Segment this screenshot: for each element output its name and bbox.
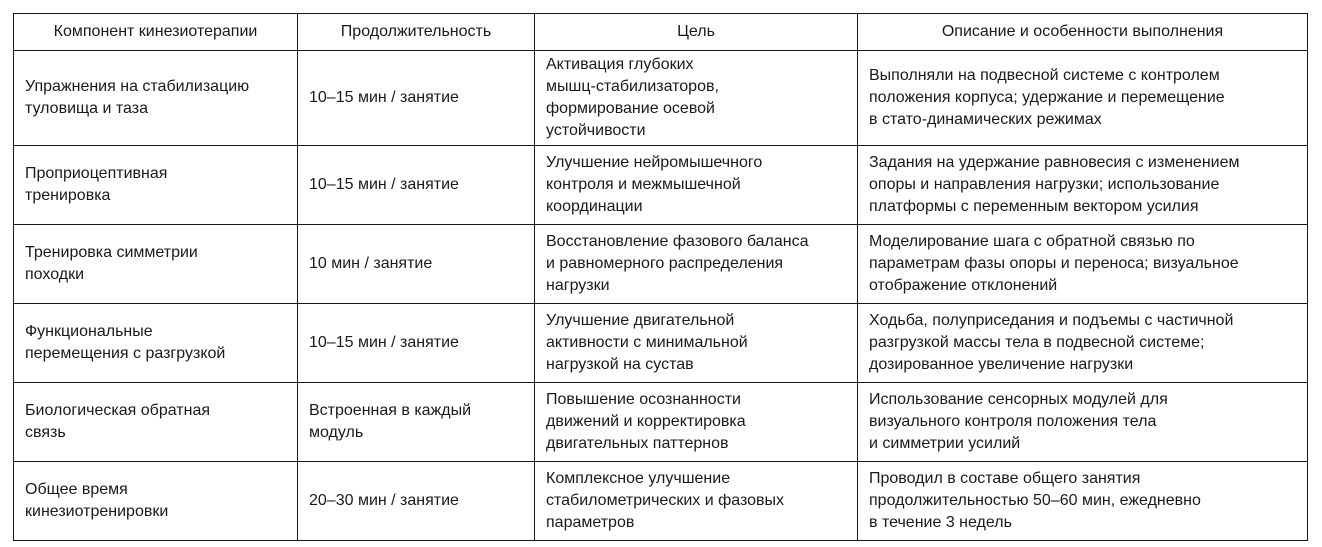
cell-duration [298, 51, 535, 146]
cell-goal-text: Улучшение двигательной активности с минимальной нагрузкой на сустав [546, 312, 748, 373]
cell-duration [298, 304, 535, 383]
cell-duration-text: 10–15 мин / занятие [309, 89, 459, 106]
cell-goal [535, 146, 858, 225]
cell-duration-text: Встроенная в каждый модуль [309, 402, 472, 441]
kinesiotherapy-table-container [13, 13, 1307, 541]
cell-duration-text: 20–30 мин / занятие [309, 492, 459, 509]
cell-duration [298, 462, 535, 541]
cell-component [14, 304, 298, 383]
cell-component [14, 146, 298, 225]
table-row [14, 146, 1308, 225]
kinesiotherapy-table [13, 13, 1308, 541]
cell-component-text: Общее время кинезиотренировки [25, 481, 169, 520]
cell-goal-text: Повышение осознанности движений и корректировка двигательных паттернов [546, 391, 746, 452]
cell-component [14, 51, 298, 146]
cell-component [14, 383, 298, 462]
cell-description [858, 225, 1308, 304]
cell-description-text: Ходьба, полуприседания и подъемы с частичной разгрузкой массы тела в подвесной системе; дозированное увеличение нагрузки [869, 312, 1234, 373]
cell-description [858, 51, 1308, 146]
cell-description [858, 462, 1308, 541]
table-row [14, 225, 1308, 304]
cell-goal-text: Восстановление фазового баланса и равномерного распределения нагрузки [546, 233, 809, 294]
cell-description [858, 146, 1308, 225]
cell-goal [535, 383, 858, 462]
cell-duration [298, 225, 535, 304]
cell-component-text: Тренировка симметрии походки [25, 244, 198, 283]
cell-duration-text: 10 мин / занятие [309, 255, 433, 272]
cell-goal [535, 225, 858, 304]
cell-description-text: Использование сенсорных модулей для визуального контроля положения тела и симметрии усилий [869, 391, 1168, 452]
cell-description [858, 304, 1308, 383]
cell-goal [535, 462, 858, 541]
cell-duration-text: 10–15 мин / занятие [309, 176, 459, 193]
cell-component-text: Функциональные перемещения с разгрузкой [25, 323, 226, 362]
cell-duration-text: 10–15 мин / занятие [309, 334, 459, 351]
cell-duration [298, 383, 535, 462]
cell-description-text: Проводил в составе общего занятия продолжительностью 50–60 мин, ежедневно в течение 3 недель [869, 470, 1201, 531]
table-header-row [14, 14, 1308, 51]
cell-goal-text: Улучшение нейромышечного контроля и межмышечной координации [546, 154, 763, 215]
cell-goal-text: Активация глубоких мышц-стабилизаторов, формирование осевой устойчивости [546, 56, 719, 139]
header-goal: Цель [535, 14, 858, 51]
table-row [14, 304, 1308, 383]
cell-component [14, 462, 298, 541]
cell-goal [535, 304, 858, 383]
cell-component-text: Биологическая обратная связь [25, 402, 210, 441]
cell-component [14, 225, 298, 304]
cell-description-text: Выполняли на подвесной системе с контролем положения корпуса; удержание и перемещение в стато-динамических режимах [869, 67, 1225, 128]
cell-component-text: Проприоцептивная тренировка [25, 165, 168, 204]
cell-duration [298, 146, 535, 225]
cell-description-text: Моделирование шага с обратной связью по параметрам фазы опоры и переноса; визуальное отображение отклонений [869, 233, 1239, 294]
table-row [14, 383, 1308, 462]
cell-description-text: Задания на удержание равновесия с изменением опоры и направления нагрузки; использование платформы с переменным вектором усилия [869, 154, 1240, 215]
header-description: Описание и особенности выполнения [858, 14, 1308, 51]
cell-description [858, 383, 1308, 462]
header-component: Компонент кинезиотерапии [14, 14, 298, 51]
cell-component-text: Упражнения на стабилизацию туловища и таза [25, 78, 250, 117]
cell-goal-text: Комплексное улучшение стабилометрических и фазовых параметров [546, 470, 785, 531]
table-row [14, 51, 1308, 146]
cell-goal [535, 51, 858, 146]
table-row [14, 462, 1308, 541]
header-duration: Продолжительность [298, 14, 535, 51]
